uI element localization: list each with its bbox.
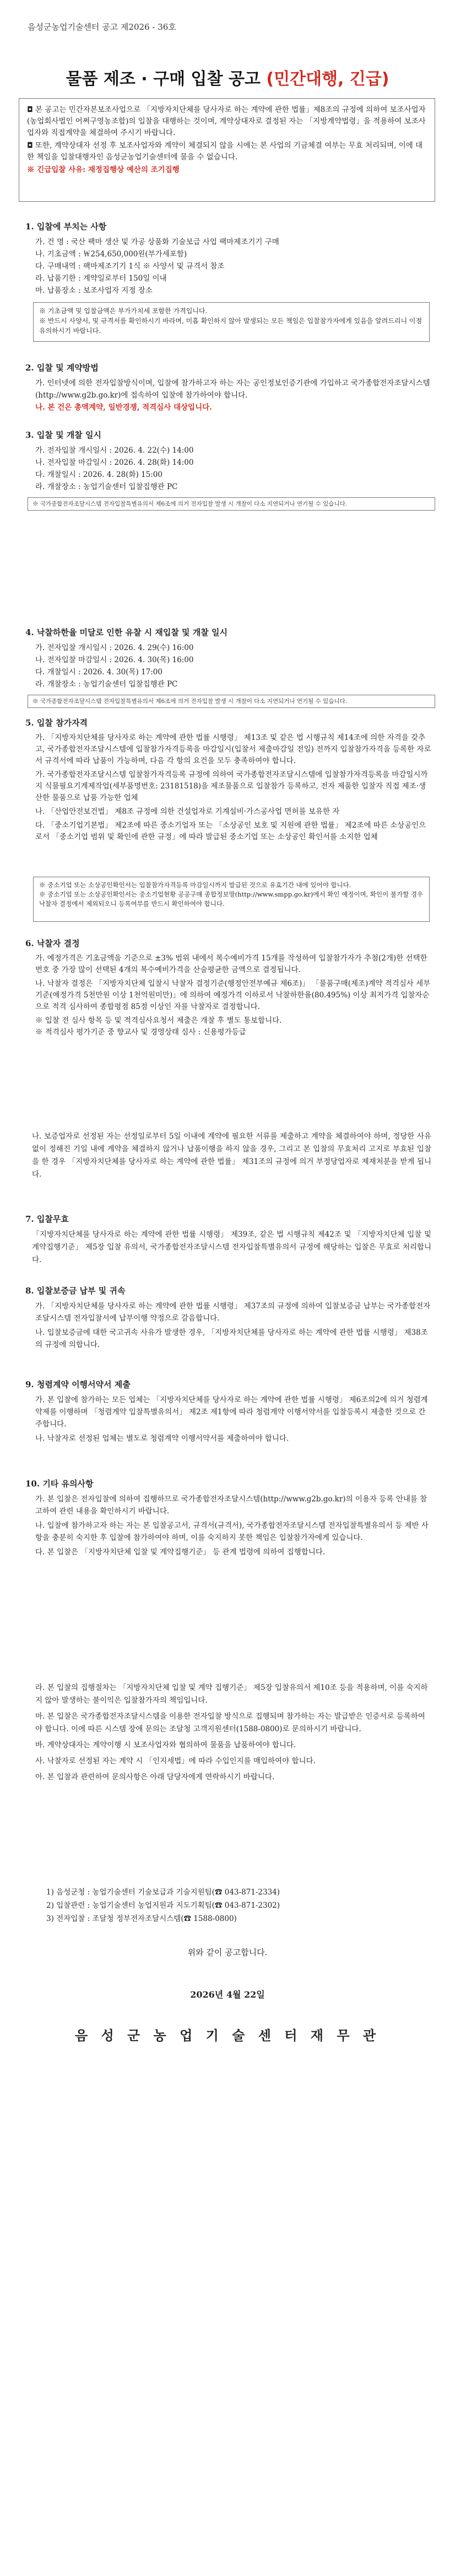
list-item: 다. 본 입찰은 「지방자치단체 입찰 및 계약집행기준」 등 관계 법령에 의하여 집행합니다. — [35, 1548, 326, 1557]
list-item: 가. 국가종합전자조달시스템 입찰참가자격등록 규정에 의하여 국가종합전자조달시스템에 입찰참가자격등록을 마감일시까지 식물필요기계제작업(세부품명번호: 23181518)을 제조물품으로 입찰참가 등록하고, 전자 제품한 입찰자 직접 제조·생산한 물품으로 납품 가능한 업체 — [35, 770, 428, 802]
list-item: 가. 본 입찰에 참가하는 모든 업체는 「지방자치단체를 당사자로 하는 계약에 관한 법률 시행령」 제6조의2에 의거 청렴계약제를 이행하며 「청렴계약 입찰특별유의서」 제2조 제1항에 따라 청렴계약 이행서약서를 입찰등록시 제출한 것으로 간주합니다. — [35, 1396, 428, 1429]
section-4-heading: 4. 낙찰하한율 미달로 인한 유찰 시 재입찰 및 개찰 일시 — [25, 627, 228, 637]
contact-item: 1) 음성군청 : 농업기술센터 기술보급과 기술지원팀(☎ 043-871-2334) — [46, 1888, 280, 1897]
list-item: 나. 낙찰자로 선정된 업체는 별도로 청렴계약 이행서약서를 제출하여야 합니다. — [35, 1434, 289, 1443]
list-item: 나. 전자입찰 마감일시 : 2026. 4. 28(화) 14:00 — [35, 458, 194, 467]
issuer-name: 음 성 군 농 업 기 술 센 터 재 무 관 — [74, 2028, 381, 2043]
list-item: 가. 전자입찰 개시일시 : 2026. 4. 22(수) 14:00 — [35, 446, 194, 455]
section-3-heading: 3. 입찰 및 개찰 일시 — [25, 430, 101, 440]
section-10-more — [35, 1682, 432, 1784]
list-item: 가. 전자입찰 개시일시 : 2026. 4. 29(수) 16:00 — [35, 643, 194, 652]
intro-urgent-reason: ※ 긴급입찰 사유: 재정집행상 예산의 조기집행 — [27, 165, 180, 174]
section-4-note: ※ 국가종합전자조달시스템 전자입찰특별유의서 제6조에 의거 전자입찰 발생 시 개찰이 다소 지연되거나 연기될 수 있습니다. — [28, 695, 435, 708]
list-item: 나. 본 건은 총액계약, 일반경쟁, 적격심사 대상입니다. — [35, 403, 212, 412]
section-7-text: 「지방자치단체를 당사자로 하는 계약에 관한 법률 시행령」 제39조, 같은 법 시행규칙 제42조 및 「지방자치단체 입찰 및 계약집행기준」 제5장 입찰 유의서, 국가종합전자조달시스템 전자입찰특별유의서 규정에 해당하는 입찰은 무효로 처리합니다. — [32, 1230, 431, 1264]
list-item: 나. 낙찰자 결정은 「지방자치단체 입찰시 낙찰자 결정기준(행정안전부예규 제6조)」 「물품구매(제조)계약 적격심사 세부기준(예정가격 5천만원 이상 1천억원미만)」에 의하여 예정가격 이하로서 낙찰하한율(80.495%) 이상 최저가격 입찰자순으로 적격 심사하여 종합평점 85점 이상인 자를 낙찰자로 결정합니다. — [35, 979, 431, 1011]
list-item: 라. 본 입찰의 집행절차는 「지방자치단체 입찰 및 계약 집행기준」 제5장 입찰유의서 제10조 등을 적용하며, 이를 숙지하지 않아 발생하는 불이익은 입찰참가자의 책임입니다. — [35, 1683, 428, 1705]
list-item: 라. 개찰장소 : 농업기술센터 입찰집행관 PC — [35, 482, 178, 491]
list-item: 가. 「지방자치단체를 당사자로 하는 계약에 관한 법률 시행령」 제37조의 규정에 의하여 입찰보증금 납부는 국가종합전자조달시스템 전자입찰서에 납부이행 약정으로 갈음합니다. — [35, 1302, 431, 1323]
section-2-list — [35, 377, 432, 414]
list-item: 나. 입찰에 참가하고자 하는 자는 본 입찰공고서, 규격서(규격서), 국가종합전자조달시스템 전자입찰특별유의서 등 제반 사항을 충분히 숙지한 후 입찰에 참가하여야 하며, 이를 숙지하지 못한 책임은 입찰참가자에게 있습니다. — [35, 1521, 429, 1542]
notice-date: 2026년 4월 22일 — [190, 1989, 265, 2000]
section-6-heading: 6. 낙찰자 결정 — [25, 938, 80, 948]
contact-item: 3) 전자입찰 : 조달청 정부전자조달시스템(☎ 1588-0800) — [46, 1914, 237, 1923]
section-1-heading: 1. 입찰에 부치는 사항 — [25, 222, 107, 232]
list-item: 라. 납품기한 : 계약일로부터 150일 이내 — [35, 274, 167, 283]
section-4-list — [35, 642, 432, 690]
list-item: 바. 계약상대자는 계약이행 시 보조사업자와 협의하여 물품을 납품하여야 합니다. — [35, 1741, 296, 1749]
section-5-note: ※ 중소기업 또는 소상공인확인서는 입찰참가자격등록 마감일시까지 발급된 것으로 유효기간 내에 있어야 합니다. ※ 중소기업 또는 소상공인확인서는 중소기업현황 공공구매 종합정보망(http://www.smpp.go.kr)에서 확인 예정이며, 확인이 불가할 경우 낙찰자 결정에서 제외되오니 등록여부를 반드시 확인하여야 합니다. — [33, 877, 430, 922]
list-item: 다. 개찰일시 : 2026. 4. 30(목) 17:00 — [35, 668, 162, 677]
list-item: 나. 「산업안전보건법」 제8조 규정에 의한 건설업자로 기계설비·가스공사업 면허를 보유한 자 — [35, 807, 340, 816]
list-item: 아. 본 입찰과 관련하여 문의사항은 아래 담당자에게 연락하시기 바랍니다. — [35, 1773, 275, 1781]
list-item: 마. 본 입찰은 국가종합전자조달시스템을 이용한 전자입찰 방식으로 집행되며 참가하는 자는 발급받은 인증서로 등록하여야 합니다. 이에 따른 시스템 장애 문의는 조달청 고객지원센터(1588-0800)로 문의하시기 바랍니다. — [35, 1712, 425, 1734]
intro-paragraph-2: ◘ 또한, 계약상대자 선정 후 보조사업자와 계약이 체결되지 않을 시에는 본 사업의 기금체결 여부는 무효 처리되며, 이에 대한 책임을 입찰대행자인 음성군농업기술센터에 물을 수 없습니다. — [27, 141, 423, 162]
section-6-paragraph: 나. 보증업자로 선정된 자는 선정일로부터 5일 이내에 계약에 필요한 서류를 제출하고 계약을 체결하여야 하며, 정당한 사유 없이 정해진 기일 내에 계약을 체결하지 않거나 납품이행을 하지 않을 경우, 그리고 본 입찰의 무효처리 고지로 부효된 입찰을 한 경우 「지방자치단체를 당사자로 하는 계약에 관한 법률」 제31조의 규정에 의거 부정당업자로 제재처분을 받게 됩니다. — [32, 1132, 431, 1179]
list-item: 가. 예정가격은 기초금액을 기준으로 ±3% 범위 내에서 복수예비가격 15개를 작성하여 입찰참가자가 추첨(2개)한 선택한 번호 중 가장 많이 선택된 4개의 복수예비가격을 산술평균한 금액으로 결정됩니다. — [35, 954, 427, 974]
list-item: 가. 본 입찰은 전자입찰에 의하여 집행하므로 국가종합전자조달시스템(http://www.g2b.go.kr)의 이용자 등록 안내를 참고하여 관련 내용을 확인하시기 바랍니다. — [35, 1495, 427, 1516]
title-suffix: (민간대행, 긴급) — [266, 69, 389, 89]
section-3-list — [35, 444, 432, 493]
section-10-heading: 10. 기타 유의사항 — [25, 1479, 94, 1489]
list-item: 마. 납품장소 : 보조사업자 지정 장소 — [35, 286, 153, 295]
section-6-list — [35, 953, 432, 1038]
list-item: 다. 「중소기업기본법」 제2조에 따른 중소기업자 또는 「소상공인 보호 및 지원에 관한 법률」 제2조에 따른 소상공인으로서 「중소기업 범위 및 확인에 관한 규정」에 따라 발급된 중소기업 또는 소상공인 확인서를 소지한 업체 — [35, 821, 426, 841]
list-item: ※ 적격심사 평가기준 중 향교사 및 경영상태 심사 : 신용평가등급 — [35, 1028, 246, 1037]
section-5-heading: 5. 입찰 참가자격 — [25, 718, 88, 728]
section-8-heading: 8. 입찰보증금 납부 및 귀속 — [25, 1286, 126, 1296]
section-9-heading: 9. 청렴계약 이행서약서 제출 — [25, 1380, 131, 1389]
section-2-heading: 2. 입찰 및 계약방법 — [25, 363, 99, 373]
section-3-note: ※ 국가종합전자조달시스템 전자입찰특별유의서 제6조에 의거 전자입찰 발생 시 개찰이 다소 지연되거나 연기될 수 있습니다. — [28, 497, 435, 511]
contact-list — [46, 1886, 443, 1925]
contact-item: 2) 입찰관련 : 농업기술센터 농업지원과 지도기획팀(☎ 043-871-2302) — [46, 1901, 280, 1910]
list-item: 다. 개찰일시 : 2026. 4. 28(화) 15:00 — [35, 470, 162, 479]
list-item: 가. 「지방자치단체를 당사자로 하는 계약에 관한 법률 시행령」 제13조 및 같은 법 시행규칙 제14조에 의한 자격을 갖추고, 국가종합전자조달시스템에 입찰참가자격등록을 마감일시(입찰서 제출마감일 전일) 전까지 입찰참가자격을 등록한 자로서 규격서에 따라 납품이 가능하며, 다음 각 항의 요건을 모두 충족하여야 합니다. — [35, 733, 431, 765]
section-9-list — [35, 1394, 432, 1445]
list-item: 가. 인터넷에 의한 전자입찰방식이며, 입찰에 참가하고자 하는 자는 공인정보인증기관에 가입하고 국가종합전자조달시스템(http://www.g2b.go.kr)에 접속하여 입찰에 참가하여야 합니다. — [35, 379, 430, 400]
intro-paragraph-1: ◘ 본 공고는 민간자본보조사업으로 「지방자치단체를 당사자로 하는 계약에 관한 법률」제8조의 규정에 의하여 보조사업자(농업회사법인 어쩌구영농조합)의 입찰을 대행하는 것이며, 계약상대자로 결정된 자는 「지방계약법령」을 적용하여 보조사업자와 직접계약을 체결하여 주시기 바랍니다. — [27, 105, 426, 137]
list-item: 사. 낙찰자로 선정된 자는 계약 시 「인지세법」에 따라 수입인지를 매입하여야 합니다. — [35, 1757, 316, 1765]
section-8-list — [35, 1300, 432, 1351]
list-item: 가. 건 명 : 국산 팩마 생산 및 가공 상품화 기술보급 사업 팩마제조기기 구매 — [35, 238, 279, 246]
list-item: ※ 입찰 전 심사 항목 등 및 적격심사요청서 제출은 개찰 후 별도 통보합니다. — [35, 1016, 282, 1025]
section-5-list — [35, 732, 432, 843]
list-item: 다. 구매내역 : 팩마제조기기 1식 ※ 사양서 및 규격서 참조 — [35, 262, 225, 271]
closing-text: 위와 같이 공고합니다. — [187, 1947, 268, 1957]
list-item: 나. 전자입찰 마감일시 : 2026. 4. 30(목) 16:00 — [35, 656, 194, 664]
list-item: 라. 개찰장소 : 농업기술센터 입찰집행관 PC — [35, 680, 178, 689]
page-title — [0, 65, 455, 89]
notice-number: 음성군농업기술센터 공고 제2026 - 36호 — [28, 22, 176, 32]
section-1-list — [35, 236, 432, 297]
section-10-list — [35, 1493, 432, 1558]
intro-box — [19, 98, 435, 202]
title-main: 물품 제조 · 구매 입찰 공고 — [66, 69, 261, 89]
list-item: 나. 기초금액 : ￦254,650,000원(부가세포함) — [35, 250, 187, 259]
list-item: 나. 입찰보증금에 대한 국고귀속 사유가 발생한 경우, 「지방자치단체를 당사자로 하는 계약에 관한 법률 시행령」 제38조의 규정에 의합니다. — [35, 1328, 428, 1349]
section-7-heading: 7. 입찰무효 — [25, 1214, 69, 1224]
section-1-note: ※ 기초금액 및 입찰금액은 부가가치세 포함한 가격입니다. ※ 반드시 사양서, 및 규격서를 확인하시기 바라며, 미흡 확인하지 않아 발생되는 모든 책임은 입찰참가자에게 있음을 알려드리니 이점 유의하시기 바랍니다. — [33, 302, 430, 342]
